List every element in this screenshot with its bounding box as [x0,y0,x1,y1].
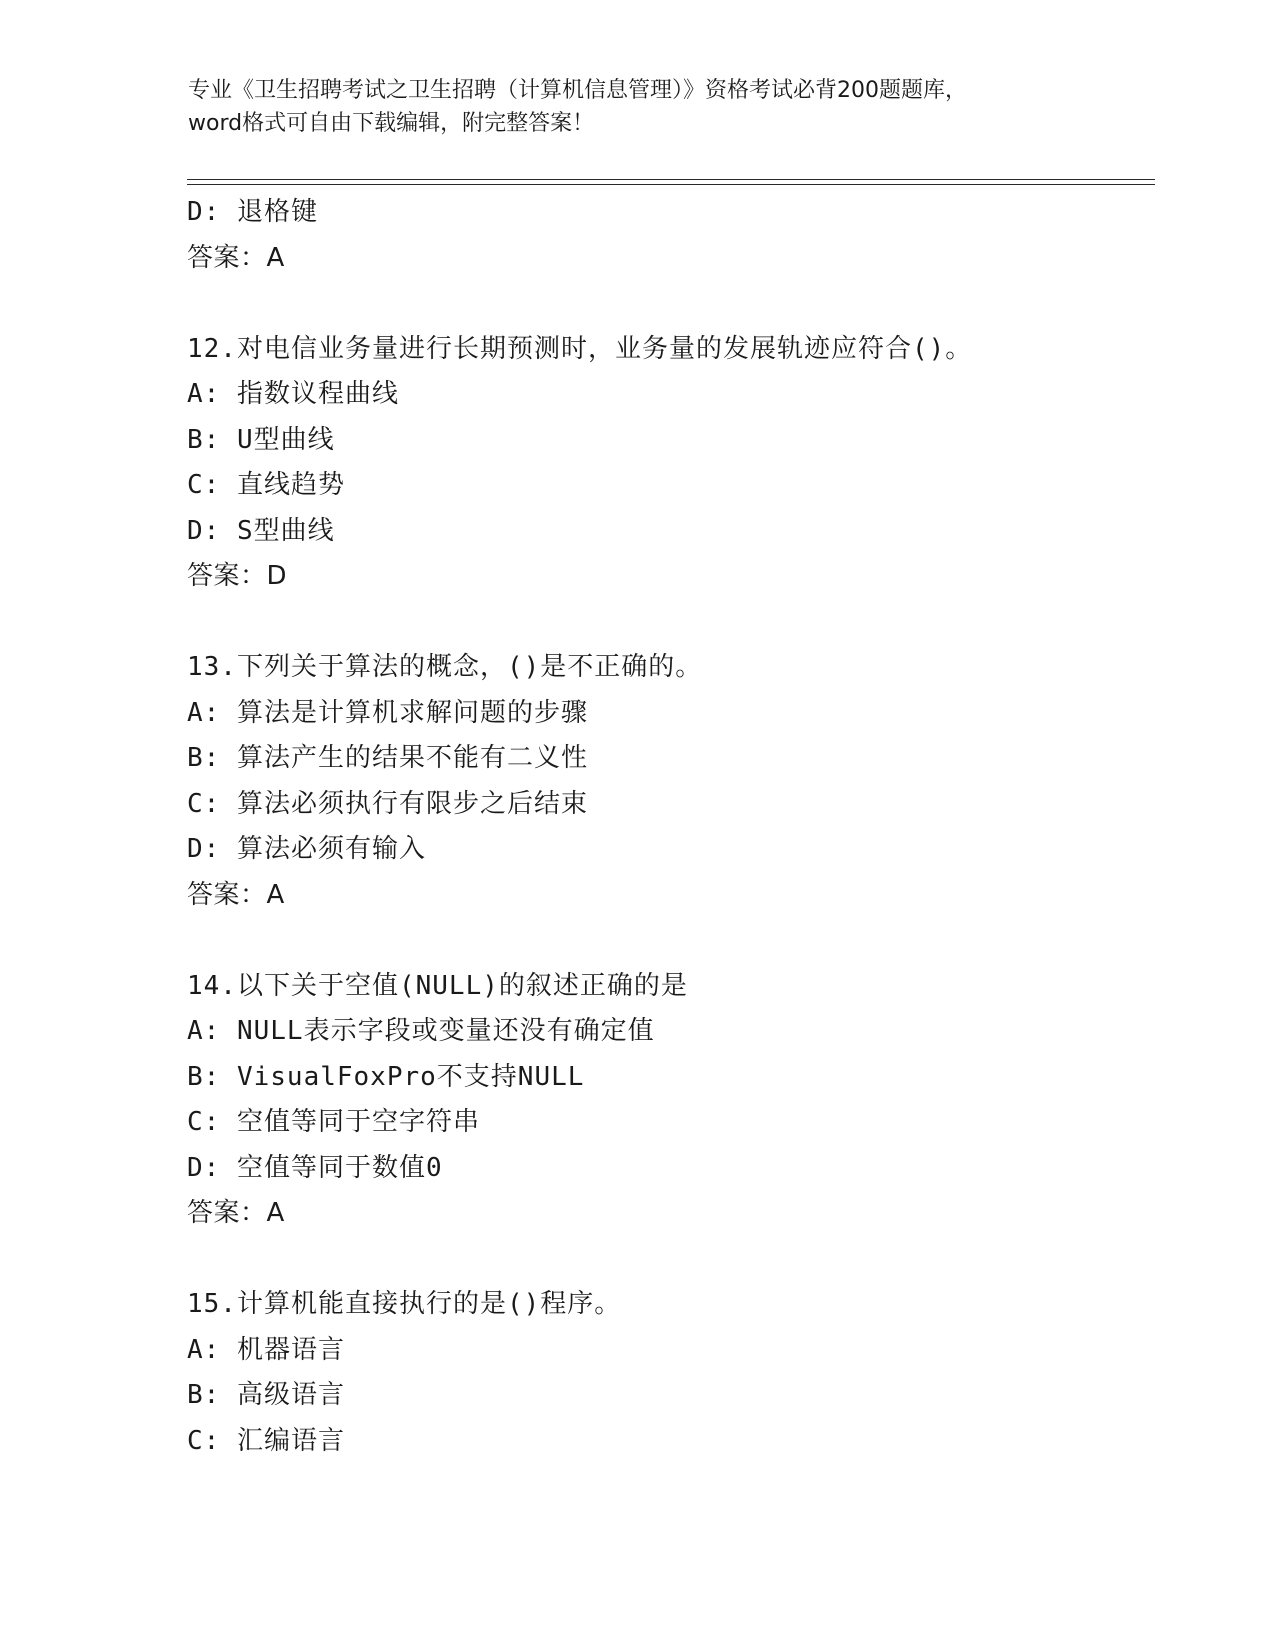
question-stem-12: 12.对电信业务量进行长期预测时，业务量的发展轨迹应符合()。 [187,333,973,364]
option-c: C: 算法必须执行有限步之后结束 [187,788,588,819]
answer-line: 答案：D [187,561,288,591]
option-a: A: 算法是计算机求解问题的步骤 [187,697,588,728]
header-title-line-1: 专业《卫生招聘考试之卫生招聘（计算机信息管理）》资格考试必背200题题库， [188,78,967,103]
option-d: D: 退格键 [187,197,318,227]
spacer [187,600,1147,646]
option-b: B: 算法产生的结果不能有二义性 [187,743,588,773]
option-d: D: 空值等同于数值0 [187,1152,443,1183]
option-b: B: U型曲线 [187,424,335,455]
option-d: D: S型曲线 [187,515,335,546]
header-divider-top [187,179,1155,180]
header-title-line-2: word格式可自由下载编辑，附完整答案！ [188,111,595,136]
answer-line: 答案：A [187,879,285,910]
spacer [187,1237,1147,1283]
option-b: B: VisualFoxPro不支持NULL [187,1061,585,1092]
option-a: A: 指数议程曲线 [187,379,399,409]
option-c: C: 汇编语言 [187,1425,345,1456]
header-divider-bottom [187,184,1155,185]
document-header [188,74,1088,140]
option-c: C: 空值等同于空字符串 [187,1107,480,1137]
option-a: A: 机器语言 [187,1334,345,1365]
spacer [187,918,1147,964]
option-b: B: 高级语言 [187,1380,345,1410]
answer-line: 答案：A [187,1198,285,1228]
question-stem-15: 15.计算机能直接执行的是()程序。 [187,1289,622,1319]
question-stem-14: 14.以下关于空值(NULL)的叙述正确的是 [187,970,688,1001]
option-c: C: 直线趋势 [187,470,345,500]
option-a: A: NULL表示字段或变量还没有确定值 [187,1016,655,1046]
spacer [187,281,1147,327]
answer-line: 答案：A [187,242,285,273]
question-stem-13: 13.下列关于算法的概念，()是不正确的。 [187,652,703,682]
option-d: D: 算法必须有输入 [187,834,426,864]
question-list [187,190,1147,1464]
